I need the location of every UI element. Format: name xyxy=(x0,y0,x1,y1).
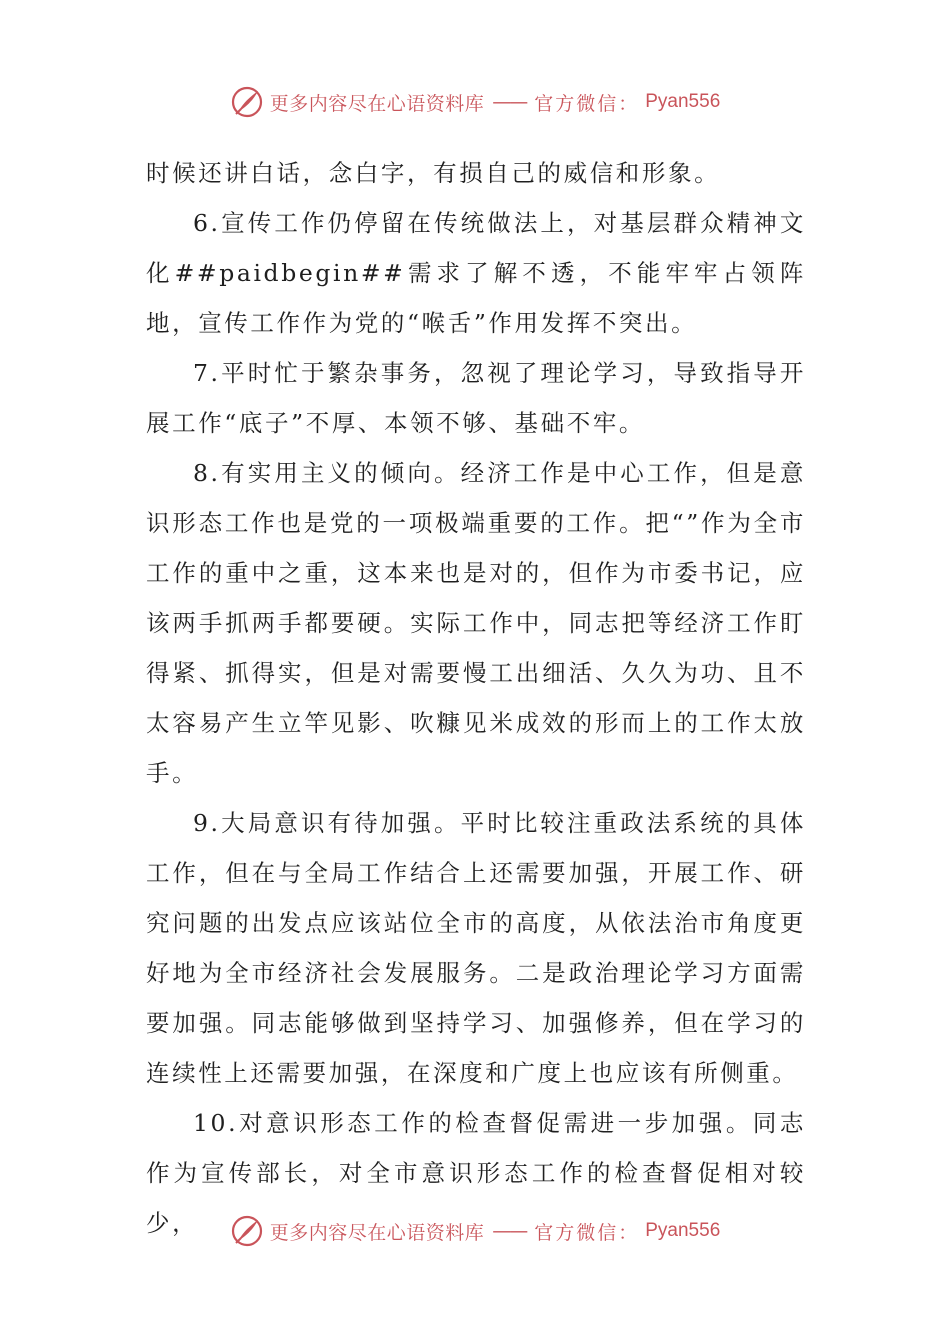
header-wechat-id: Pyan556 xyxy=(645,91,721,112)
header-banner xyxy=(0,82,950,122)
document-body xyxy=(146,148,806,1248)
footer-site-text: 更多内容尽在心语资料库 xyxy=(269,1221,485,1244)
quill-logo-icon xyxy=(230,1214,264,1248)
footer-wechat-id: Pyan556 xyxy=(645,1220,721,1241)
paragraph-item-9: 9.大局意识有待加强。平时比较注重政法系统的具体工作，但在与全局工作结合上还需要加强，开展工作、研究问题的出发点应该站位全市的高度，从依法治市角度更好地为全市经济社会发展服务。二是政治理论学习方面需要加强。同志能够做到坚持学习、加强修养，但在学习的连续性上还需要加强，在深度和广度上也应该有所侧重。 xyxy=(146,809,806,1087)
paragraph-item-6: 6.宣传工作仍停留在传统做法上，对基层群众精神文化##paidbegin##需求了解不透，不能牢牢占领阵地，宣传工作作为党的“喉舌”作用发挥不突出。 xyxy=(146,209,806,337)
header-wechat-label: 官方微信： xyxy=(534,92,640,115)
paragraph-item-10: 10.对意识形态工作的检查督促需进一步加强。同志作为宣传部长，对全市意识形态工作的检查督促相对较少， xyxy=(146,1109,806,1237)
header-site-text: 更多内容尽在心语资料库 xyxy=(269,92,485,115)
header-dash: —— xyxy=(492,91,527,113)
paragraph-item-8: 8.有实用主义的倾向。经济工作是中心工作，但是意识形态工作也是党的一项极端重要的工作。把“”作为全市工作的重中之重，这本来也是对的，但作为市委书记，应该两手抓两手都要硬。实际工作中，同志把等经济工作盯得紧、抓得实，但是对需要慢工出细活、久久为功、且不太容易产生立竿见影、吹糠见米成效的形而上的工作太放手。 xyxy=(146,459,806,787)
footer-banner xyxy=(0,1211,950,1251)
paragraph-continuation: 时候还讲白话，念白字，有损自己的威信和形象。 xyxy=(146,159,721,187)
paragraph-item-7: 7.平时忙于繁杂事务，忽视了理论学习，导致指导开展工作“底子”不厚、本领不够、基础不牢。 xyxy=(146,359,806,437)
footer-wechat-label: 官方微信： xyxy=(534,1221,640,1244)
quill-logo-icon xyxy=(230,85,264,119)
footer-dash: —— xyxy=(492,1220,527,1242)
